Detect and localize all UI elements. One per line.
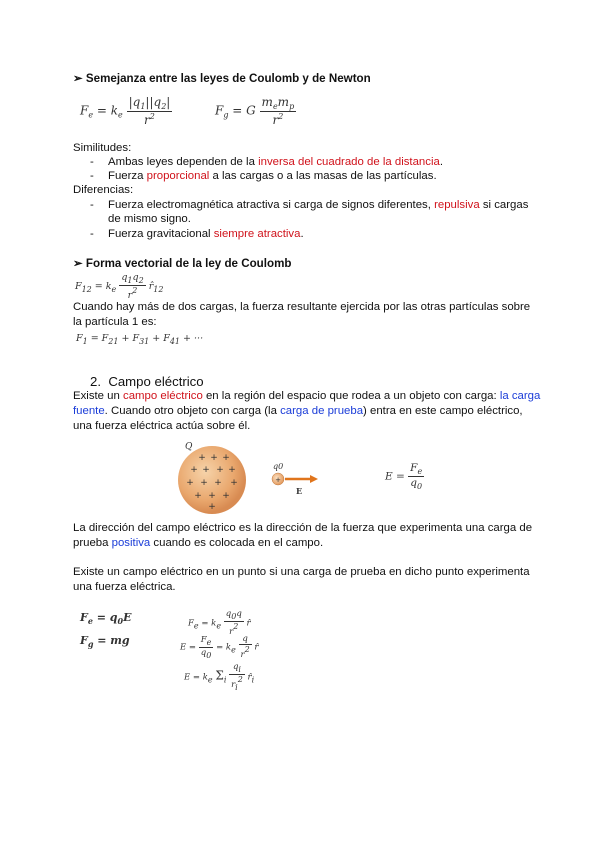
label-E: E <box>296 486 303 496</box>
plus-sign: + <box>214 478 222 488</box>
field-definition-formula: E = $\frac{F_e}{q_0}$ <box>385 462 423 491</box>
bullet-dash: - <box>90 156 94 168</box>
highlight-red: siempre atractiva <box>213 228 301 240</box>
eq-field-point-charge: E = $\frac{Fe}{q0}$ = ke $\frac{q}{r2}$ r̂ <box>180 634 259 660</box>
diferencias-label: Diferencias: <box>73 184 134 196</box>
text: Fuerza gravitacional <box>108 228 214 240</box>
paragraph-line: la partícula 1 es: <box>73 316 157 328</box>
resultant-force-formula: $F_1 = F_{21} + F_{31} + F_{41}$ + ··· <box>76 333 204 346</box>
text: Ambas leyes dependen de la <box>108 156 259 168</box>
highlight-red: campo eléctrico <box>123 390 203 402</box>
diferencia-item-1-cont: de mismo signo. <box>108 213 191 225</box>
plus-sign: + <box>222 453 230 463</box>
highlight-red: proporcional <box>146 170 210 182</box>
eq-gravity-force: $F_g$ = mg <box>80 634 130 649</box>
eq-field-superposition: E = ke Σi $\frac{qi}{ri2}$ r̂i <box>184 662 255 692</box>
plus-sign: + <box>200 478 208 488</box>
paragraph-line <box>73 405 523 417</box>
plus-sign: + <box>190 465 198 475</box>
text: prueba <box>73 537 112 549</box>
similitud-item-2 <box>108 170 437 182</box>
section-heading-campo <box>90 374 204 389</box>
text: Existe un <box>73 390 124 402</box>
text: cuando es colocada en el campo. <box>150 537 324 549</box>
plus-sign: + <box>216 465 224 475</box>
plus-sign: + <box>230 478 238 488</box>
plus-sign: + <box>228 465 236 475</box>
bullet-dash: - <box>90 170 94 182</box>
highlight-blue: la carga <box>499 390 541 402</box>
paragraph-line: La dirección del campo eléctrico es la dirección de la fuerza que experimenta una carga de <box>73 522 533 534</box>
highlight-blue: carga de prueba <box>280 405 364 417</box>
highlight-red: inversa del cuadrado de la distancia <box>258 156 440 168</box>
eq-coulomb-vector: Fe = ke $\frac{q0q}{r2}$ r̂ <box>188 609 251 637</box>
plus-sign: + <box>208 491 216 501</box>
plus-sign: + <box>208 502 216 512</box>
highlight-blue: positiva <box>111 537 151 549</box>
text: Fuerza electromagnética atractiva si carga de signos diferentes, <box>108 199 435 211</box>
diferencia-item-1 <box>108 199 528 211</box>
diferencia-item-2 <box>108 228 304 240</box>
text: en la región del espacio que rodea a un objeto con carga: <box>202 390 500 402</box>
text: ) entra en este campo eléctrico, <box>363 405 523 417</box>
text: . <box>439 156 443 168</box>
text: . Cuando otro objeto con carga (la <box>104 405 281 417</box>
plus-sign: + <box>210 453 218 463</box>
section-heading-semejanza: ➢ Semejanza entre las leyes de Coulomb y de Newton <box>73 72 371 85</box>
paragraph-line: una fuerza eléctrica actúa sobre él. <box>73 420 251 432</box>
paragraph-line <box>73 390 540 402</box>
paragraph-line: Existe un campo eléctrico en un punto si una carga de prueba en dicho punto experimenta <box>73 566 530 578</box>
bullet-dash: - <box>90 199 94 211</box>
paragraph-line: una fuerza eléctrica. <box>73 581 176 593</box>
text: Fuerza <box>108 170 147 182</box>
similitudes-label: Similitudes: <box>73 142 132 154</box>
field-arrowhead <box>310 475 318 483</box>
label-q0: q0 <box>273 462 284 471</box>
plus-sign: + <box>186 478 194 488</box>
text: a las cargas o a las masas de las partículas. <box>209 170 437 182</box>
section-number: 2. <box>90 374 101 389</box>
plus-sign: + <box>202 465 210 475</box>
plus-sign: + <box>275 476 281 484</box>
plus-sign: + <box>222 491 230 501</box>
paragraph-line <box>73 537 323 549</box>
text: . <box>300 228 304 240</box>
eq-electric-force: $F_e = q_0E$ <box>80 611 132 626</box>
section-title: Campo eléctrico <box>108 374 204 389</box>
section-heading-vectorial: ➢ Forma vectorial de la ley de Coulomb <box>73 257 292 270</box>
similitud-item-1 <box>108 156 443 168</box>
plus-sign: + <box>198 453 206 463</box>
vector-coulomb-formula: $F_{12} = k_e$ $\frac{q_1q_2}{r^2}$ $r̂_{12}$ <box>75 272 164 301</box>
label-Q: Q <box>185 442 193 452</box>
plus-sign: + <box>194 491 202 501</box>
paragraph-line: Cuando hay más de dos cargas, la fuerza resultante ejercida por las otras partículas sobre <box>73 301 531 313</box>
highlight-red: repulsiva <box>434 199 480 211</box>
text: si cargas <box>479 199 529 211</box>
newton-formula: $F_g = G$ $\frac{m_em_p}{r^2}$ <box>215 95 295 127</box>
coulomb-formula: $F_e = k_e$ $\frac{|q_1||q_2|}{r^2}$ <box>80 95 171 127</box>
bullet-dash: - <box>90 228 94 240</box>
highlight-blue: fuente <box>73 405 105 417</box>
